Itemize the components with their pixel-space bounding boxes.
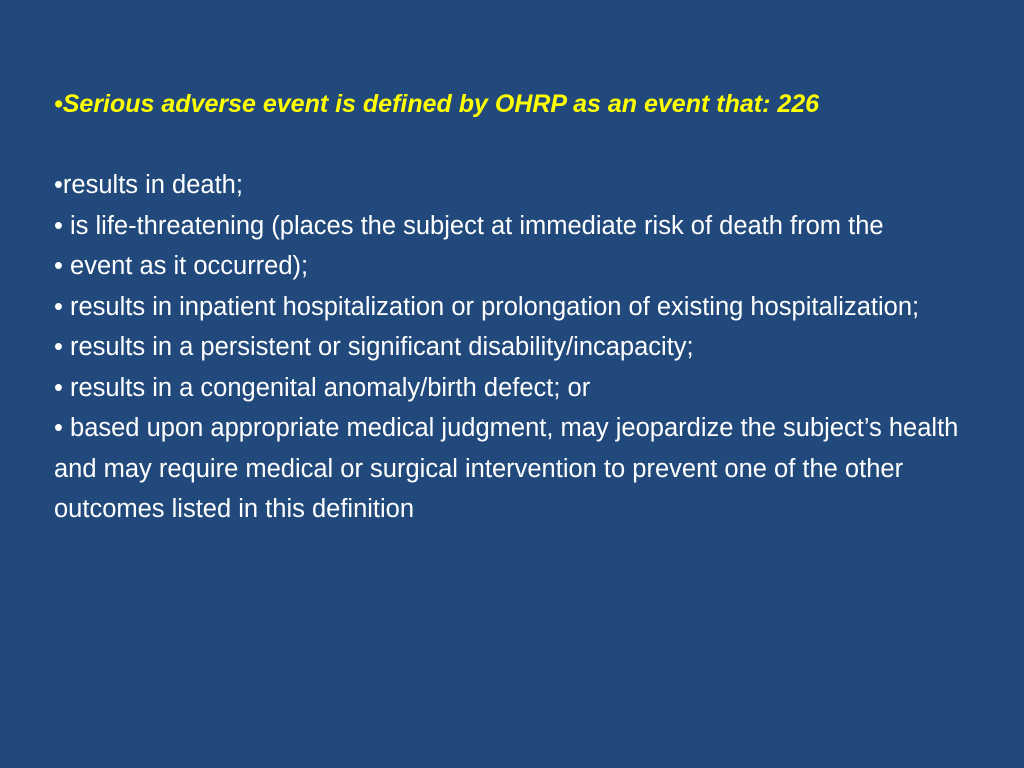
bullet-item-medical-judgment: • based upon appropriate medical judgment, may jeopardize the subject’s health and may require medical or surgical intervention to prevent one of the other outcomes listed in this definition [54,414,959,523]
slide-content [54,84,984,530]
bullet-item-hospitalization: • results in inpatient hospitalization or prolongation of existing hospitalization; [54,292,920,321]
bullet-item-life-threatening: • is life-threatening (places the subject at immediate risk of death from the [54,211,884,240]
slide-heading: •Serious adverse event is defined by OHRP as an event that: 226 [54,90,820,118]
bullet-item-congenital-anomaly: • results in a congenital anomaly/birth defect; or [54,373,591,402]
bullet-item-disability: • results in a persistent or significant disability/incapacity; [54,333,694,361]
bullet-list [54,165,984,530]
bullet-item-death: •results in death; [54,171,243,199]
bullet-item-event-occurred: • event as it occurred); [54,252,309,280]
